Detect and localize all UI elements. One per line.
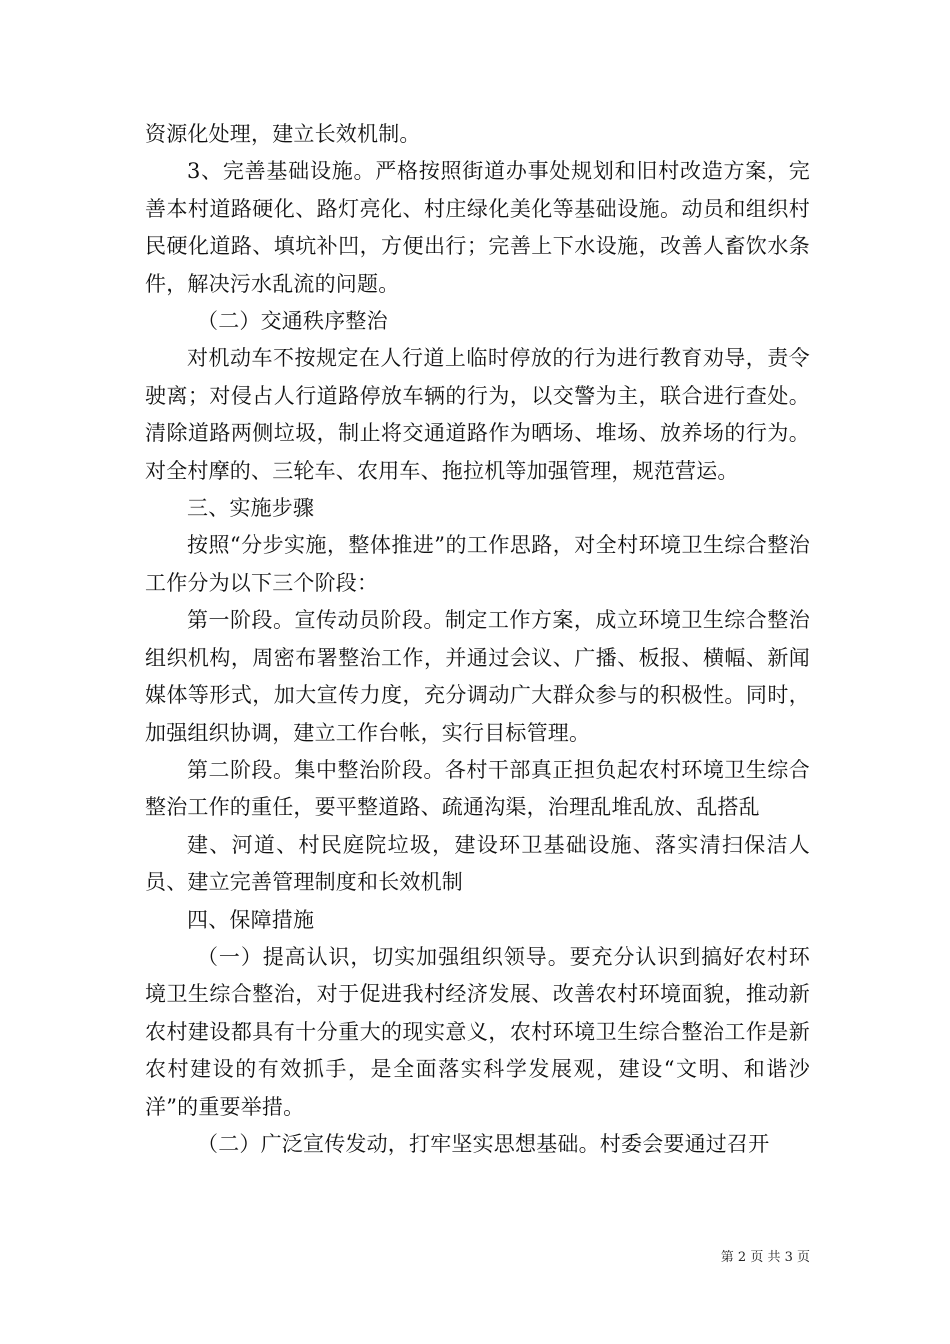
section-heading: 四、保障措施 (187, 907, 315, 932)
paragraph: 按照“分步实施，整体推进”的工作思路，对全村环境卫生综合整治工作分为以下三个阶段： (145, 533, 810, 595)
paragraph: 第一阶段。宣传动员阶段。制定工作方案，成立环境卫生综合整治组织机构，周密布署整治工作，并通过会议、广播、板报、横幅、新闻媒体等形式，加大宣传力度，充分调动广大群众参与的积极性。同时，加强组织协调，建立工作台帐，实行目标管理。 (145, 608, 810, 745)
paragraph: （二）广泛宣传发动，打牢坚实思想基础。村委会要通过召开 (197, 1131, 770, 1156)
paragraph: （一）提高认识，切实加强组织领导。要充分认识到搞好农村环境卫生综合整治，对于促进我村经济发展、改善农村环境面貌，推动新农村建设都具有十分重大的现实意义，农村环境卫生综合整治工作是新农村建设的有效抓手，是全面落实科学发展观，建设“文明、和谐沙洋”的重要举措。 (145, 944, 810, 1119)
paragraph: 3、完善基础设施。严格按照街道办事处规划和旧村改造方案，完善本村道路硬化、路灯亮化、村庄绿化美化等基础设施。动员和组织村民硬化道路、填坑补凹，方便出行；完善上下水设施，改善人畜饮水条件，解决污水乱流的问题。 (145, 159, 810, 296)
paragraph: 资源化处理，建立长效机制。 (145, 122, 421, 146)
paragraph: 对机动车不按规定在人行道上临时停放的行为进行教育劝导，责令驶离；对侵占人行道路停放车辆的行为，以交警为主，联合进行查处。清除道路两侧垃圾，制止将交通道路作为晒场、堆场、放养场的行为。对全村摩的、三轮车、农用车、拖拉机等加强管理，规范营运。 (145, 346, 810, 483)
paragraph: 建、河道、村民庭院垃圾，建设环卫基础设施、落实清扫保洁人员、建立完善管理制度和长效机制 (145, 832, 810, 895)
document-body (145, 116, 810, 1163)
section-heading: 三、实施步骤 (187, 496, 315, 521)
section-heading: （二）交通秩序整治 (197, 309, 388, 334)
page-number: 第 2 页 共 3 页 (720, 1250, 810, 1265)
paragraph: 第二阶段。集中整治阶段。各村干部真正担负起农村环境卫生综合整治工作的重任，要平整道路、疏通沟渠，治理乱堆乱放、乱搭乱 (145, 757, 810, 820)
